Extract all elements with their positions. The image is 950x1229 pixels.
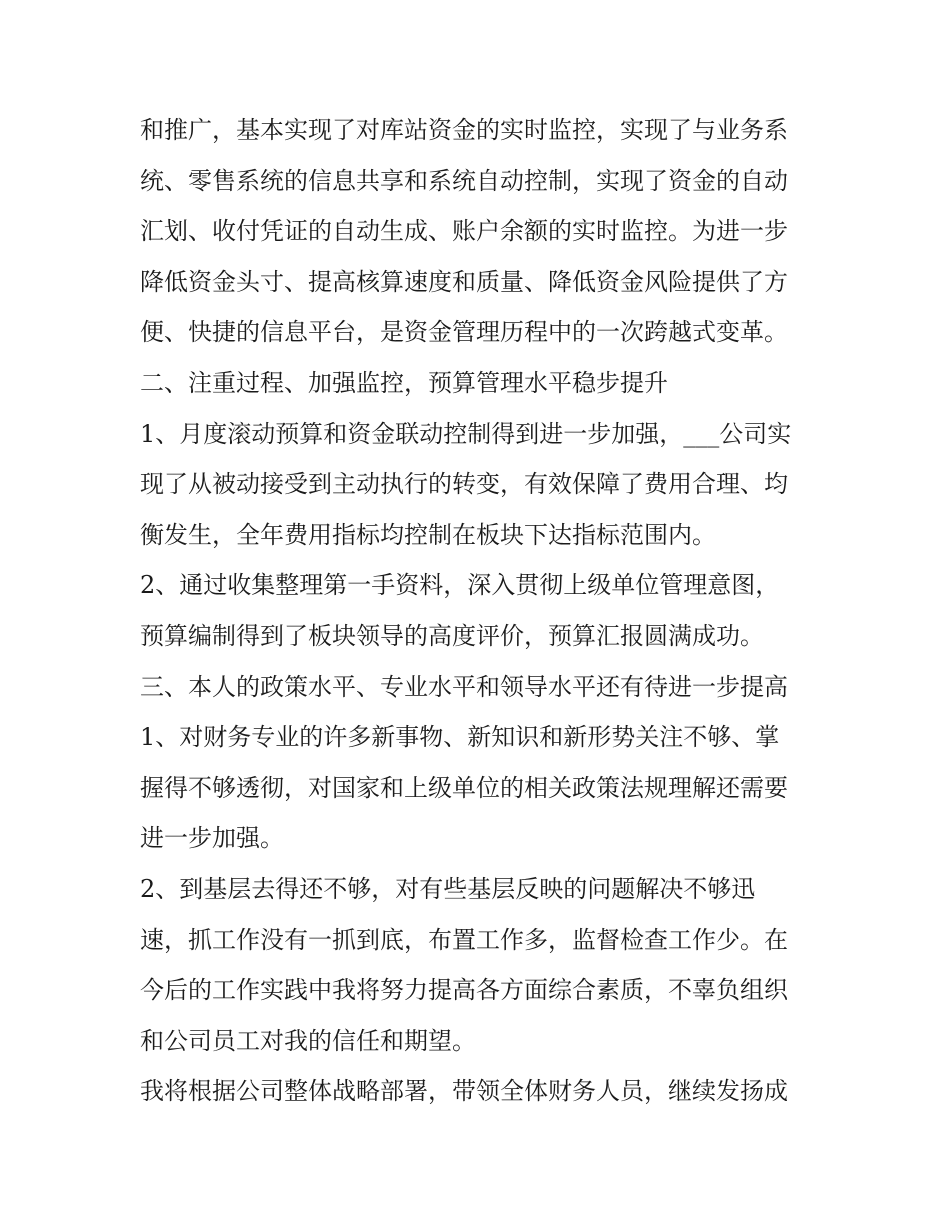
section-heading: 二、注重过程、加强监控，预算管理水平稳步提升: [140, 368, 668, 397]
text-line: 今后的工作实践中我将努力提高各方面综合素质，不辜负组织: [140, 976, 788, 1005]
text-line: 握得不够透彻，对国家和上级单位的相关政策法规理解还需要: [140, 773, 788, 802]
section-heading: 三、本人的政策水平、专业水平和领导水平还有待进一步提高: [140, 672, 788, 701]
text-line: 衡发生，全年费用指标均控制在板块下达指标范围内。: [140, 520, 716, 549]
text-line: 统、零售系统的信息共享和系统自动控制，实现了资金的自动: [140, 166, 788, 195]
text-line: 和公司员工对我的信任和期望。: [140, 1026, 476, 1055]
text-line: 1、对财务专业的许多新事物、新知识和新形势关注不够、掌: [140, 723, 780, 752]
text-line: 预算编制得到了板块领导的高度评价，预算汇报圆满成功。: [140, 621, 764, 650]
text-line: 速，抓工作没有一抓到底，布置工作多，监督检查工作少。在: [140, 925, 788, 954]
text-line: 便、快捷的信息平台，是资金管理历程中的一次跨越式变革。: [140, 318, 788, 347]
body-text: [140, 105, 820, 1117]
text-line: 1、月度滚动预算和资金联动控制得到进一步加强，___公司实: [140, 419, 792, 448]
text-line: 和推广，基本实现了对库站资金的实时监控，实现了与业务系: [140, 116, 788, 144]
text-line: 现了从被动接受到主动执行的转变，有效保障了费用合理、均: [140, 470, 788, 499]
text-line: 我将根据公司整体战略部署，带领全体财务人员，继续发扬成: [140, 1077, 788, 1106]
text-line: 进一步加强。: [140, 824, 284, 853]
text-line: 2、到基层去得还不够，对有些基层反映的问题解决不够迅: [140, 874, 756, 903]
text-line: 汇划、收付凭证的自动生成、账户余额的实时监控。为进一步: [140, 217, 788, 246]
text-line: 2、通过收集整理第一手资料，深入贯彻上级单位管理意图，: [140, 571, 780, 600]
text-line: 降低资金头寸、提高核算速度和质量、降低资金风险提供了方: [140, 267, 788, 296]
